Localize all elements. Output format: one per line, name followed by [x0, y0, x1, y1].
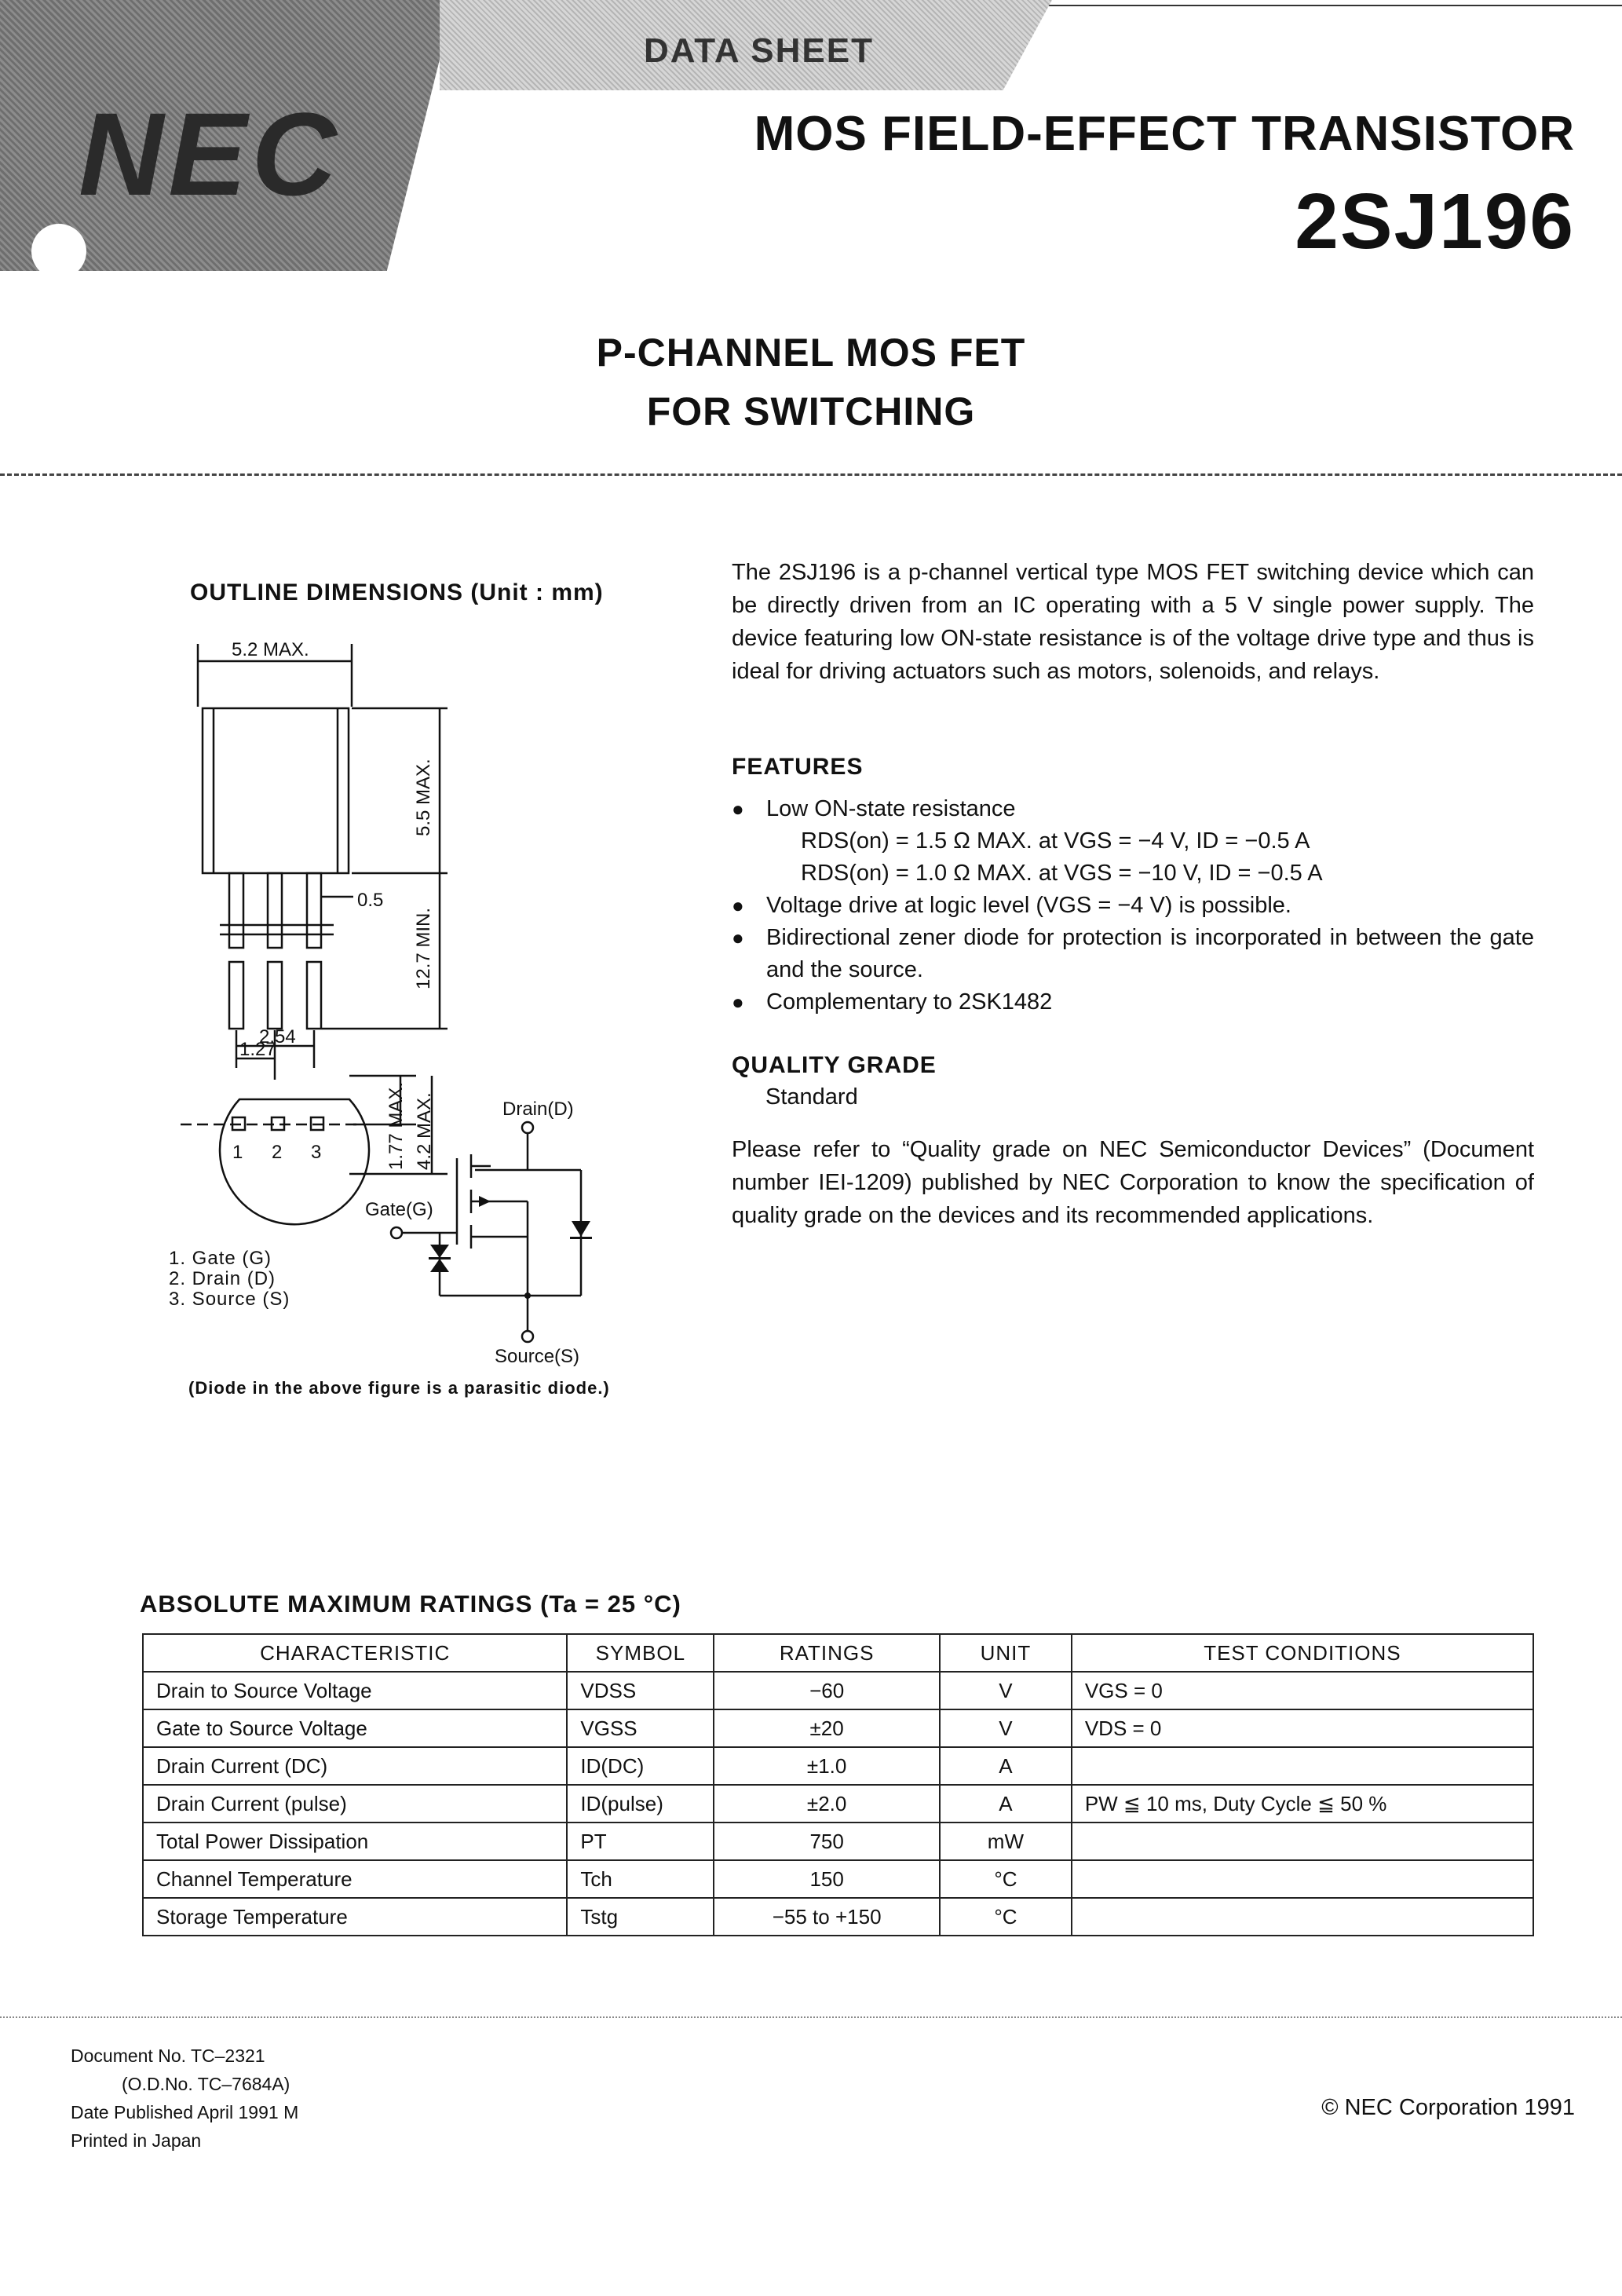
- cell-characteristic: Storage Temperature: [143, 1898, 567, 1936]
- feature-item: ● Voltage drive at logic level (VGS = −4 V) is possible.: [732, 890, 1534, 922]
- cell-test-condition: VGS = 0: [1072, 1672, 1533, 1709]
- cell-test-condition: PW ≦ 10 ms, Duty Cycle ≦ 50 %: [1072, 1785, 1533, 1823]
- pin-number-3: 3: [311, 1142, 322, 1163]
- subtitle-line-1: P-CHANNEL MOS FET: [596, 331, 1026, 375]
- publish-date: Date Published April 1991 M: [71, 2102, 299, 2122]
- feature-item: ● Complementary to 2SK1482: [732, 986, 1534, 1018]
- copyright-notice: © NEC Corporation 1991: [1321, 2095, 1575, 2120]
- cell-symbol: PT: [567, 1823, 714, 1860]
- circuit-symbol: [353, 1081, 612, 1366]
- cell-unit: A: [940, 1747, 1072, 1785]
- cell-characteristic: Gate to Source Voltage: [143, 1709, 567, 1747]
- diode-note: (Diode in the above figure is a parasitic diode.): [188, 1378, 610, 1398]
- cell-symbol: VDSS: [567, 1672, 714, 1709]
- dim-body-depth-label: 4.2 MAX.: [414, 1092, 435, 1170]
- column-header: SYMBOL: [567, 1634, 714, 1672]
- cell-test-condition: [1072, 1823, 1533, 1860]
- cell-symbol: ID(DC): [567, 1747, 714, 1785]
- cell-symbol: ID(pulse): [567, 1785, 714, 1823]
- quality-reference-note: Please refer to “Quality grade on NEC Semiconductor Devices” (Document number IEI-1209) published by NEC Corporation to know the specification of quality grade on the devices and its recommended applications.: [732, 1137, 1534, 1228]
- ratings-title: ABSOLUTE MAXIMUM RATINGS (Ta = 25 °C): [140, 1590, 681, 1618]
- feature-text: Low ON-state resistance: [766, 796, 1016, 821]
- data-sheet-label: DATA SHEET: [644, 31, 874, 70]
- cell-characteristic: Channel Temperature: [143, 1860, 567, 1898]
- column-header: CHARACTERISTIC: [143, 1634, 567, 1672]
- pin-number-1: 1: [232, 1142, 243, 1163]
- dim-flat-depth-label: 1.77 MAX.: [385, 1081, 407, 1170]
- dim-pitch-2-label: 2.54: [259, 1026, 296, 1047]
- circuit-source-label: Source(S): [495, 1346, 580, 1366]
- cell-rating: ±20: [714, 1709, 940, 1747]
- dim-lead-length-label: 12.7 MIN.: [413, 907, 434, 989]
- outline-heading: OUTLINE DIMENSIONS (Unit : mm): [190, 579, 604, 605]
- features-list: [732, 793, 1534, 1018]
- cell-rating: 750: [714, 1823, 940, 1860]
- cell-rating: −60: [714, 1672, 940, 1709]
- part-number: 2SJ196: [1295, 177, 1575, 265]
- circuit-drain-label: Drain(D): [502, 1099, 574, 1120]
- device-description: The 2SJ196 is a p-channel vertical type MOS FET switching device which can be directly driven from an IC operating with a 5 V single power supply. The device featuring low ON-state resistance is of the voltage drive type and thus is ideal for driving actuators such as motors, solenoids, and relays.: [732, 560, 1534, 684]
- table-header-row: [143, 1634, 1533, 1672]
- pin-list-item: 2. Drain (D): [169, 1268, 276, 1289]
- table-row: [143, 1709, 1533, 1747]
- dim-pitch-1-label: 1.27: [239, 1039, 276, 1060]
- column-header: RATINGS: [714, 1634, 940, 1672]
- cell-unit: V: [940, 1672, 1072, 1709]
- cell-characteristic: Drain to Source Voltage: [143, 1672, 567, 1709]
- table-row: [143, 1823, 1533, 1860]
- column-header: UNIT: [940, 1634, 1072, 1672]
- document-info: [71, 2042, 298, 2155]
- table-row: [143, 1747, 1533, 1785]
- cell-test-condition: [1072, 1747, 1533, 1785]
- feature-item: ● Bidirectional zener diode for protection is incorporated in between the gate and the source.: [732, 922, 1534, 986]
- cell-unit: mW: [940, 1823, 1072, 1860]
- quality-heading: QUALITY GRADE: [732, 1052, 937, 1078]
- cell-rating: −55 to +150: [714, 1898, 940, 1936]
- section-divider: [0, 473, 1622, 476]
- ratings-table: [142, 1633, 1534, 1936]
- features-heading: FEATURES: [732, 754, 864, 780]
- cell-test-condition: [1072, 1860, 1533, 1898]
- pin-list-item: 3. Source (S): [169, 1289, 290, 1310]
- cell-symbol: Tstg: [567, 1898, 714, 1936]
- cell-rating: ±1.0: [714, 1747, 940, 1785]
- table-row: [143, 1672, 1533, 1709]
- cell-unit: A: [940, 1785, 1072, 1823]
- cell-rating: 150: [714, 1860, 940, 1898]
- cell-characteristic: Drain Current (pulse): [143, 1785, 567, 1823]
- subtitle-line-2: FOR SWITCHING: [646, 389, 976, 433]
- cell-test-condition: [1072, 1898, 1533, 1936]
- feature-subline: RDS(on) = 1.0 Ω MAX. at VGS = −10 V, ID = −0.5 A: [801, 861, 1323, 886]
- cell-unit: °C: [940, 1860, 1072, 1898]
- document-type-title: MOS FIELD-EFFECT TRANSISTOR: [754, 107, 1575, 161]
- table-row: [143, 1898, 1533, 1936]
- table-row: [143, 1860, 1533, 1898]
- pin-list: [169, 1249, 290, 1310]
- cell-rating: ±2.0: [714, 1785, 940, 1823]
- table-row: [143, 1785, 1533, 1823]
- footer-divider: [0, 2016, 1622, 2018]
- nec-logo: NEC: [79, 88, 342, 220]
- cell-unit: °C: [940, 1898, 1072, 1936]
- dim-lead-width-label: 0.5: [357, 890, 384, 911]
- od-number: (O.D.No. TC–7684A): [122, 2074, 290, 2094]
- logo-dot: [31, 224, 86, 279]
- pin-number-2: 2: [272, 1142, 283, 1163]
- cell-symbol: Tch: [567, 1860, 714, 1898]
- cell-test-condition: VDS = 0: [1072, 1709, 1533, 1747]
- dim-width-label: 5.2 MAX.: [232, 639, 309, 660]
- dim-body-height-label: 5.5 MAX.: [413, 759, 434, 836]
- pin-list-item: 1. Gate (G): [169, 1248, 272, 1269]
- circuit-gate-label: Gate(G): [365, 1199, 433, 1220]
- cell-characteristic: Total Power Dissipation: [143, 1823, 567, 1860]
- cell-characteristic: Drain Current (DC): [143, 1747, 567, 1785]
- printed-location: Printed in Japan: [71, 2130, 202, 2151]
- column-header: TEST CONDITIONS: [1072, 1634, 1533, 1672]
- cell-symbol: VGSS: [567, 1709, 714, 1747]
- cell-unit: V: [940, 1709, 1072, 1747]
- feature-item: [732, 793, 1534, 890]
- feature-subline: RDS(on) = 1.5 Ω MAX. at VGS = −4 V, ID = −0.5 A: [801, 828, 1310, 854]
- quality-grade-value: Standard: [765, 1084, 858, 1110]
- document-number: Document No. TC–2321: [71, 2046, 265, 2066]
